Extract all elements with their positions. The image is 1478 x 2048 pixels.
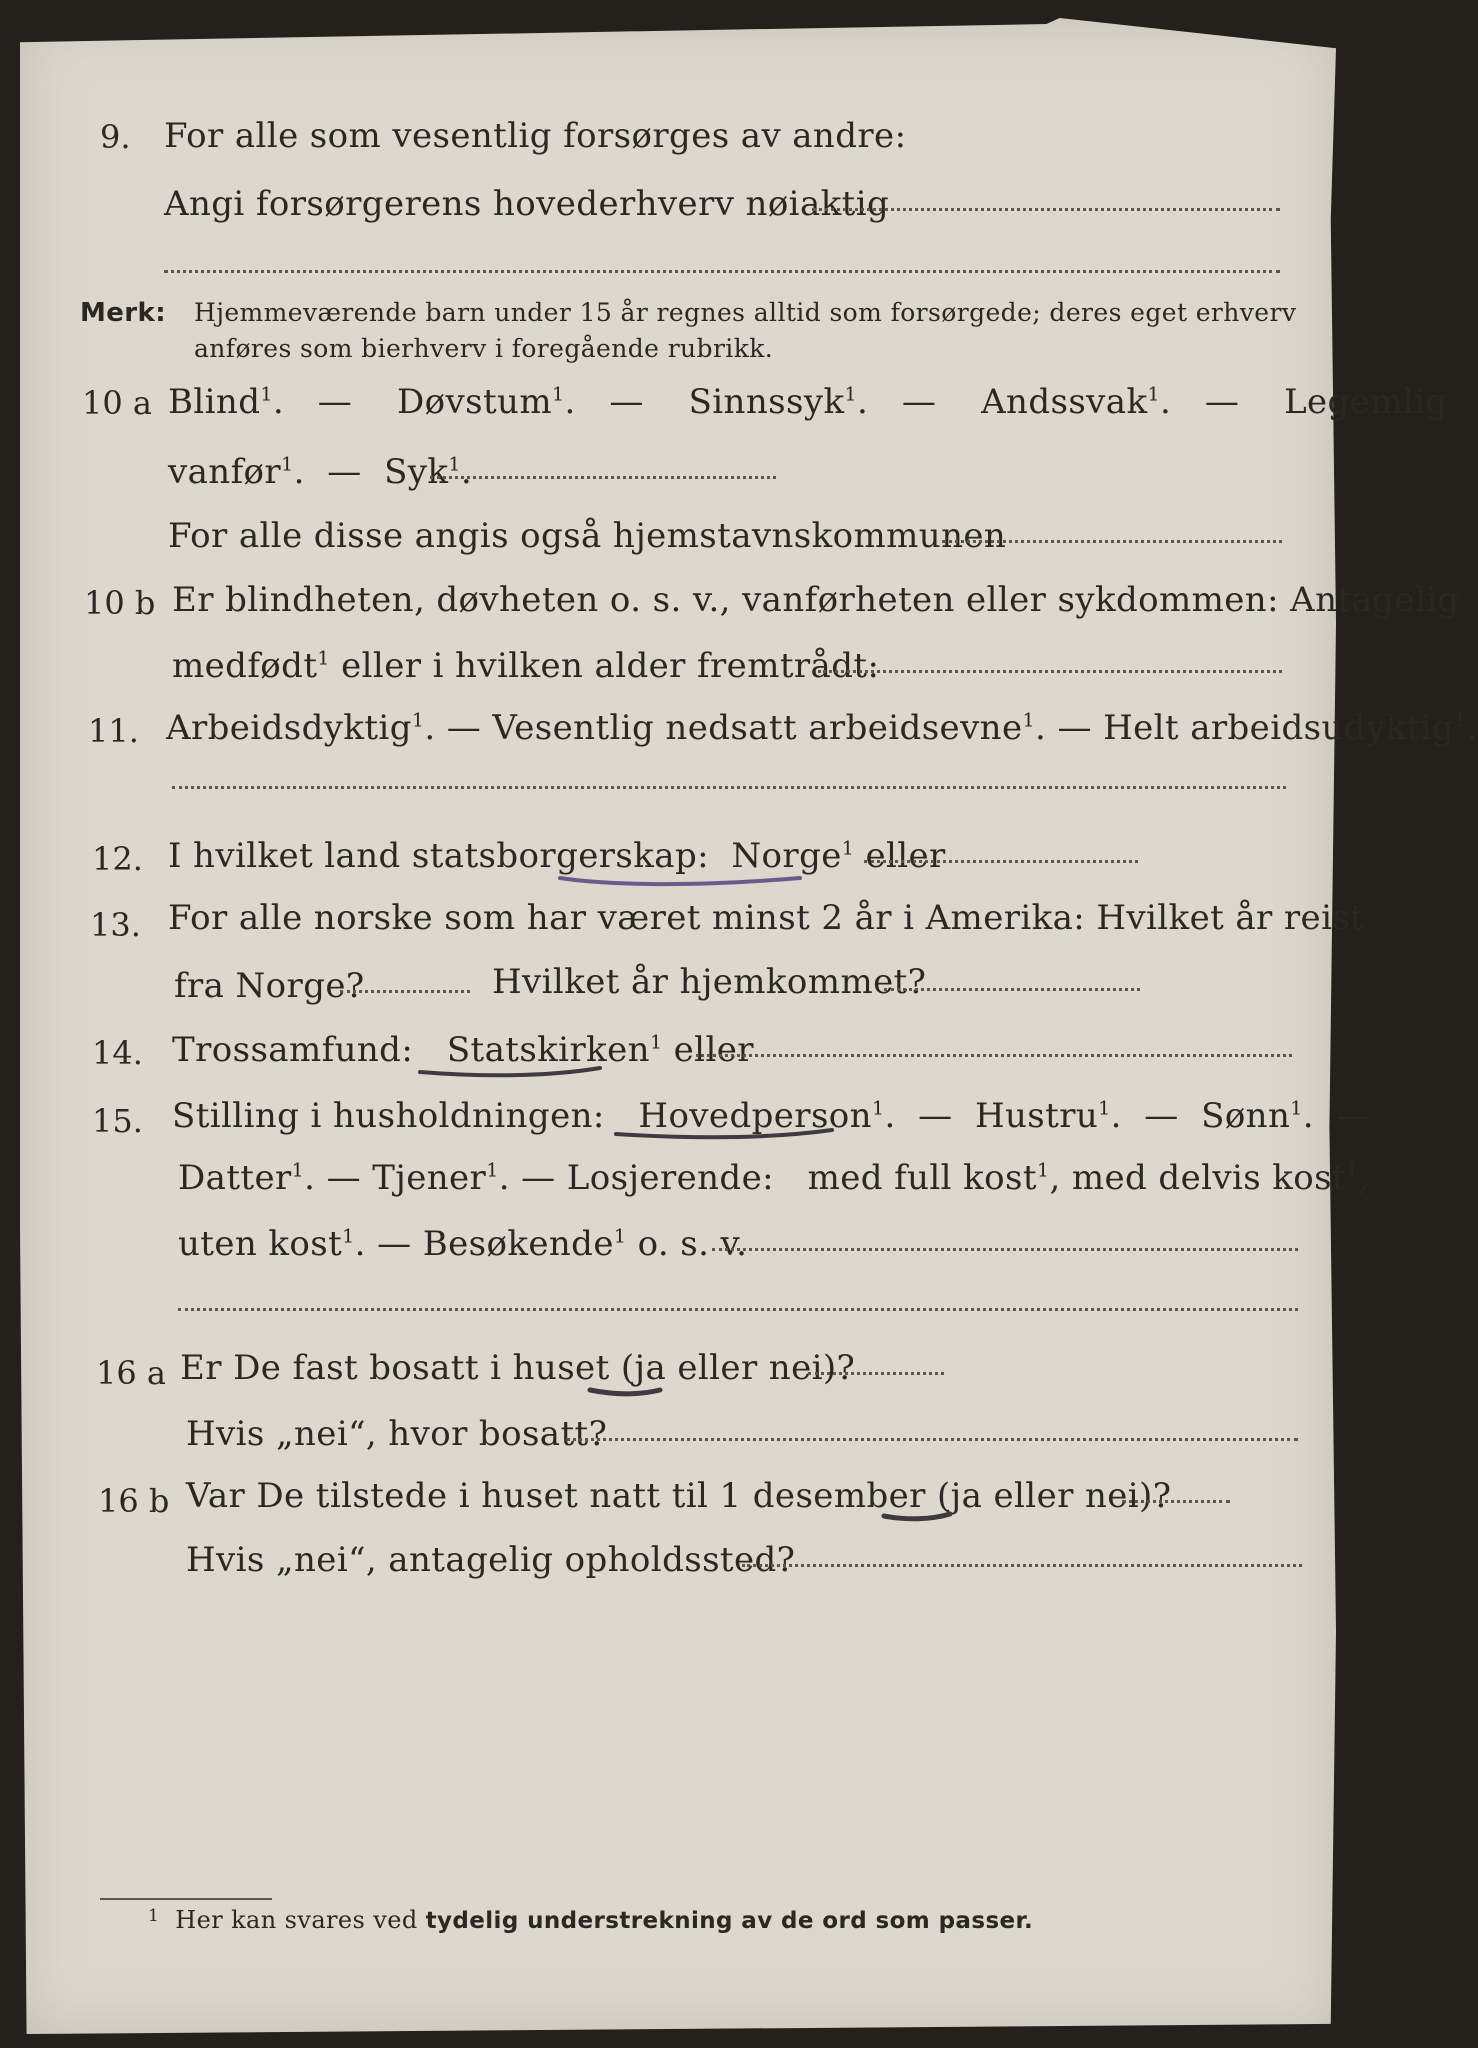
merk-line2: anføres som bierhverv i foregående rubrikk. xyxy=(194,334,774,363)
option-losjerende: Losjerende: xyxy=(566,1158,774,1198)
answer-line-9a[interactable] xyxy=(812,208,1280,211)
item-10a-number: 10 a xyxy=(82,384,152,422)
answer-line-16a-1[interactable] xyxy=(808,1372,944,1375)
answer-line-16b-2[interactable] xyxy=(742,1564,1302,1567)
item-10b-line1: Er blindheten, døvheten o. s. v., vanførheten eller sykdommen: Antagelig xyxy=(172,580,1460,620)
item-14-number: 14. xyxy=(92,1034,143,1072)
item-13-line1: For alle norske som har været minst 2 år i Amerika: Hvilket år reist xyxy=(168,898,1365,938)
merk-line1: Hjemmeværende barn under 15 år regnes alltid som forsørgede; deres eget erhverv xyxy=(194,298,1297,327)
merk-label: Merk: xyxy=(80,298,167,328)
item-14-line1: Trossamfund: Statskirken$^1$ eller xyxy=(172,1030,754,1070)
option-norge: Norge xyxy=(731,836,842,876)
item-13-fra: fra Norge? xyxy=(174,966,365,1006)
option-arbeidsdyktig: Arbeidsdyktig xyxy=(166,708,412,748)
option-nedsatt: Vesentlig nedsatt arbeidsevne xyxy=(492,708,1023,748)
option-uten-kost: uten kost xyxy=(178,1224,343,1264)
item-10a-line1: Blind$^1$. — Døvstum$^1$. — Sinnssyk$^1$. — Andssvak$^1$. — Legemlig xyxy=(168,382,1448,422)
answer-line-11[interactable] xyxy=(172,786,1286,789)
answer-line-13b[interactable] xyxy=(884,988,1140,991)
option-besokende: Besøkende xyxy=(422,1224,614,1264)
item-10b-line2: medfødt$^1$ eller i hvilken alder fremtrådt: xyxy=(172,646,880,686)
item-16b-line1: Var De tilstede i huset natt til 1 desember (ja eller nei)? xyxy=(186,1476,1172,1516)
option-andssvak: Andssvak xyxy=(981,382,1148,422)
option-hustru: Hustru xyxy=(974,1096,1099,1136)
item-15-line2: Datter$^1$. — Tjener$^1$. — Losjerende: med full kost$^1$, med delvis kost$^1$, xyxy=(178,1158,1370,1198)
answer-line-12[interactable] xyxy=(864,860,1138,863)
option-vanfor: vanfør xyxy=(168,452,282,492)
item-16a-line2: Hvis „nei“, hvor bosatt? xyxy=(186,1414,608,1454)
item-13-number: 13. xyxy=(90,906,141,944)
answer-line-15b[interactable] xyxy=(178,1308,1298,1311)
item-10b-number: 10 b xyxy=(84,584,156,622)
option-ja-16b: (ja xyxy=(937,1476,983,1516)
option-syk: Syk xyxy=(384,452,449,492)
item-15-line3: uten kost$^1$. — Besøkende$^1$ o. s. v. xyxy=(178,1224,748,1264)
answer-line-10a-2[interactable] xyxy=(942,540,1282,543)
footnote: $^1$ Her kan svares ved tydelig understrekning av de ord som passer. xyxy=(148,1906,1034,1934)
item-15-number: 15. xyxy=(92,1102,143,1140)
option-sonn: Sønn xyxy=(1201,1096,1291,1136)
item-9-line1: For alle som vesentlig forsørges av andre: xyxy=(164,116,907,156)
answer-line-15a[interactable] xyxy=(712,1248,1298,1251)
option-legemlig: Legemlig xyxy=(1284,382,1448,422)
answer-line-10a-1[interactable] xyxy=(430,476,776,479)
option-ja-16a: (ja xyxy=(620,1348,667,1388)
option-datter: Datter xyxy=(178,1158,292,1198)
answer-line-10b[interactable] xyxy=(818,670,1282,673)
option-sinnssyk: Sinnssyk xyxy=(688,382,845,422)
option-udyktig: Helt arbeidsudyktig xyxy=(1103,708,1455,748)
item-16a-line1: Er De fast bosatt i huset (ja eller nei)? xyxy=(180,1348,856,1388)
item-10a-line3: For alle disse angis også hjemstavnskommunen xyxy=(168,516,1007,556)
item-15-line1: Stilling i husholdningen: Hovedperson$^1$. — Hustru$^1$. — Sønn$^1$. — xyxy=(172,1096,1371,1136)
item-16b-line2: Hvis „nei“, antagelig opholdssted? xyxy=(186,1540,796,1580)
option-tjener: Tjener xyxy=(372,1158,487,1198)
answer-line-9b[interactable] xyxy=(164,270,1280,273)
item-16b-number: 16 b xyxy=(98,1482,170,1520)
option-dovstum: Døvstum xyxy=(397,382,552,422)
answer-line-14[interactable] xyxy=(696,1054,1292,1057)
item-9-line2: Angi forsørgerens hovederhverv nøiaktig xyxy=(164,184,890,224)
option-hovedperson: Hovedperson xyxy=(638,1096,872,1136)
footnote-rule xyxy=(100,1898,272,1900)
answer-line-13a[interactable] xyxy=(340,990,470,993)
answer-line-16a-2[interactable] xyxy=(566,1438,1298,1441)
option-blind: Blind xyxy=(168,382,261,422)
item-12-number: 12. xyxy=(92,840,143,878)
item-9-number: 9. xyxy=(100,118,131,156)
item-10a-line2: vanfør$^1$. — Syk$^1$. xyxy=(168,452,473,492)
item-12-line1: I hvilket land statsborgerskap: Norge$^1$ eller xyxy=(168,836,946,876)
item-16a-number: 16 a xyxy=(96,1354,166,1392)
answer-line-16b-1[interactable] xyxy=(1122,1500,1230,1503)
option-statskirken: Statskirken xyxy=(446,1030,650,1070)
item-13-hjem: Hvilket år hjemkommet? xyxy=(492,962,927,1002)
item-11-number: 11. xyxy=(88,712,139,750)
item-11-line1: Arbeidsdyktig$^1$. — Vesentlig nedsatt arbeidsevne$^1$. — Helt arbeidsudyktig$^1$. xyxy=(166,708,1478,748)
